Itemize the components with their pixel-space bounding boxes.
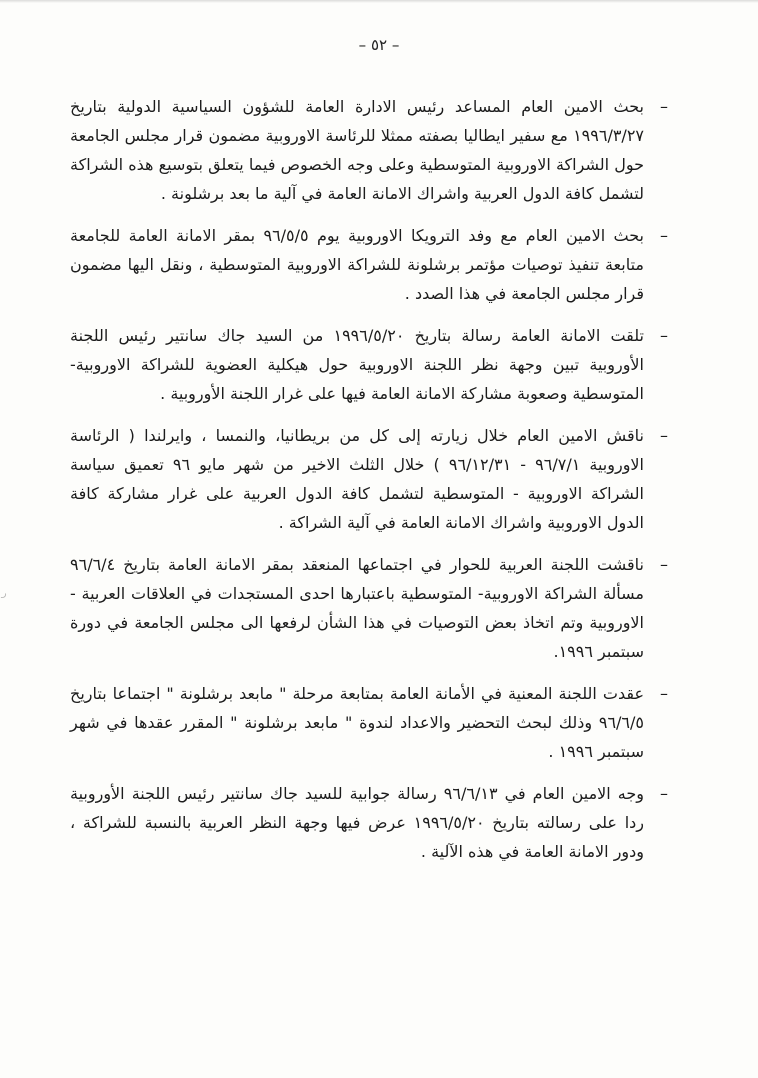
bullet-dash: – (660, 326, 668, 345)
paragraph-text: بحث الامين العام المساعد رئيس الادارة العامة للشؤون السياسية الدولية بتاريخ ١٩٩٦/٣/٢٧ مع سفير ايطاليا بصفته ممثلا للرئاسة الاوروبية مضمون قرار مجلس الجامعة حول الشراكة الاوروبية المتوسطية وعلى وجه الخصوص فيما يتعلق بتوسيع هذه الشراكة لتشمل كافة الدول العربية واشراك الامانة العامة في آلية ما بعد برشلونة . (70, 97, 644, 203)
page-number: – ٥٢ – (358, 36, 400, 54)
bullet-dash: – (660, 784, 668, 803)
list-item (70, 679, 672, 766)
scan-artifact: ر (1, 587, 8, 600)
bullet-dash: – (660, 97, 668, 116)
list-item (70, 221, 672, 308)
bullet-dash: – (660, 684, 668, 703)
list-item (70, 92, 672, 208)
bullet-dash: – (660, 226, 668, 245)
bullet-dash: – (660, 555, 668, 574)
paragraph-text: ناقشت اللجنة العربية للحوار في اجتماعها المنعقد بمقر الامانة العامة بتاريخ ٩٦/٦/٤ مسألة الشراكة الاوروبية- المتوسطية باعتبارها احدى المستجدات في العلاقات العربية - الاوروبية وتم اتخاذ بعض التوصيات في هذا الشأن لرفعها الى مجلس الجامعة في دورة سبتمبر ١٩٩٦. (70, 555, 644, 661)
paragraph-text: تلقت الامانة العامة رسالة بتاريخ ١٩٩٦/٥/٢٠ من السيد جاك سانتير رئيس اللجنة الأوروبية تبين وجهة نظر اللجنة الاوروبية حول هيكلية العضوية للشراكة الاوروبية- المتوسطية وصعوبة مشاركة الامانة العامة فيها على غرار اللجنة الأوروبية . (70, 326, 645, 403)
paragraph-text: وجه الامين العام في ٩٦/٦/١٣ رسالة جوابية للسيد جاك سانتير رئيس اللجنة الأوروبية ردا على رسالته بتاريخ ١٩٩٦/٥/٢٠ عرض فيها وجهة النظر العربية بالنسبة للشراكة ، ودور الامانة العامة في هذه الآلية . (70, 784, 644, 861)
bullet-dash: – (660, 426, 668, 445)
list-item (70, 779, 672, 866)
paragraph-text: بحث الامين العام مع وفد الترويكا الاوروبية يوم ٩٦/٥/٥ بمقر الامانة العامة للجامعة متابعة تنفيذ توصيات مؤتمر برشلونة للشراكة الاوروبية المتوسطية ، ونقل اليها مضمون قرار مجلس الجامعة في هذا الصدد . (70, 226, 645, 303)
paragraph-text: ناقش الامين العام خلال زيارته إلى كل من بريطانيا، والنمسا ، وايرلندا ( الرئاسة الاوروبية ٩٦/٧/١ - ٩٦/١٢/٣١ ) خلال الثلث الاخير من شهر مايو ٩٦ تعميق سياسة الشراكة الاوروبية - المتوسطية لتشمل كافة الدول العربية على غرار مشاركة كافة الدول الاوروبية واشراك الامانة العامة في آلية الشراكة . (70, 426, 644, 532)
paragraph-text: عقدت اللجنة المعنية في الأمانة العامة بمتابعة مرحلة " مابعد برشلونة " اجتماعا بتاريخ ٩٦/٦/٥ وذلك لبحث التحضير والاعداد لندوة " مابعد برشلونة " المقرر عقدها في شهر سبتمبر ١٩٩٦ . (70, 684, 644, 761)
list-item (70, 550, 672, 666)
list-item (70, 421, 672, 537)
bullet-list (70, 92, 672, 879)
list-item (70, 321, 672, 408)
